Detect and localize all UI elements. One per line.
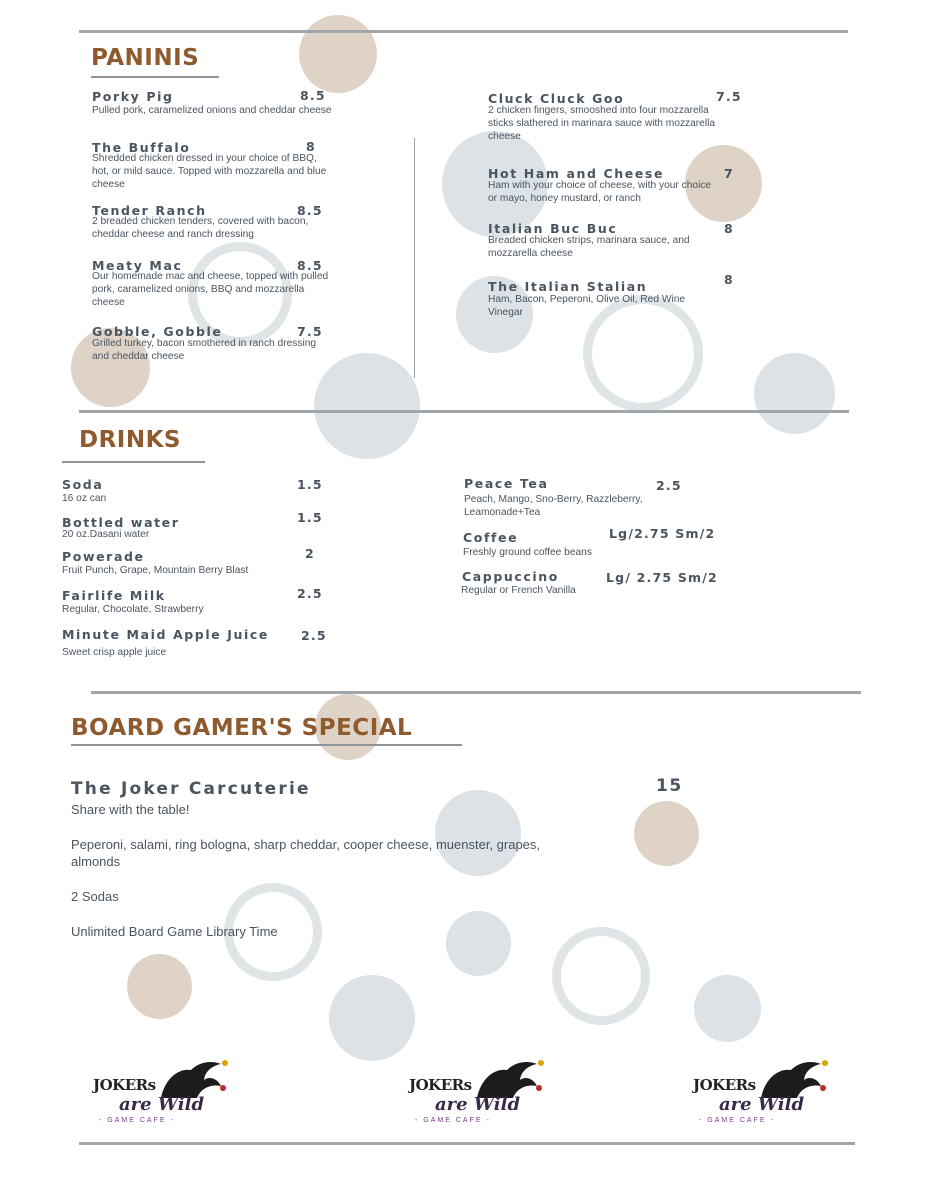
drinks-title-underline	[62, 461, 205, 463]
item-name: Minute Maid Apple Juice	[62, 627, 269, 642]
decor-circle	[299, 15, 377, 93]
item-name: Hot Ham and Cheese	[488, 166, 665, 181]
item-name: Cluck Cluck Goo	[488, 91, 625, 106]
item-price: 1.5	[297, 510, 323, 525]
decor-circle	[446, 911, 511, 976]
logo-text-jokers: JOKERs	[409, 1076, 472, 1094]
special-item-name: The Joker Carcuterie	[71, 779, 311, 799]
special-title-underline	[71, 744, 462, 746]
jokers-logo	[405, 1058, 555, 1128]
item-name: Tender Ranch	[92, 203, 207, 218]
decor-circle	[314, 353, 420, 459]
item-description: Sweet crisp apple juice	[62, 647, 167, 658]
item-price: 8.5	[300, 88, 326, 103]
item-price: 7.5	[716, 89, 742, 104]
item-name: Soda	[62, 477, 104, 492]
item-description: 20 oz.Dasani water	[62, 529, 150, 540]
item-description: Shredded chicken dressed in your choice of BBQ, hot, or mild sauce. Topped with mozzarella and blue cheese	[92, 153, 327, 190]
item-description: Ham with your choice of cheese, with your choice or mayo, honey mustard, or ranch	[488, 180, 712, 204]
item-name: Meaty Mac	[92, 258, 183, 273]
logo-text-are-wild: are Wild	[719, 1094, 805, 1115]
item-price: 8	[724, 221, 734, 236]
item-description: Regular or French Vanilla	[461, 585, 576, 596]
special-library-time: Unlimited Board Game Library Time	[71, 924, 278, 939]
item-price: Lg/2.75 Sm/2	[609, 526, 716, 541]
decor-circle	[694, 975, 761, 1042]
paninis-title: PANINIS	[91, 45, 200, 71]
item-price: Lg/ 2.75 Sm/2	[606, 570, 718, 585]
decor-circle	[754, 353, 835, 434]
drinks-bottom-rule	[91, 691, 861, 694]
item-price: 8	[306, 139, 316, 154]
item-price: 8.5	[297, 203, 323, 218]
item-price: 7.5	[297, 324, 323, 339]
item-name: Peace Tea	[464, 476, 549, 491]
logo-text-jokers: JOKERs	[93, 1076, 156, 1094]
special-sodas: 2 Sodas	[71, 889, 119, 904]
item-description: Regular, Chocolate, Strawberry	[62, 604, 204, 615]
item-price: 2.5	[656, 478, 682, 493]
item-name: The Italian Stalian	[488, 279, 648, 294]
item-description: 2 breaded chicken tenders, covered with bacon, cheddar cheese and ranch dressing	[92, 216, 309, 240]
item-price: 8.5	[297, 258, 323, 273]
item-name: Powerade	[62, 549, 145, 564]
item-description: Our homemade mac and cheese, topped with pulled pork, caramelized onions, BBQ and mozzarella cheese	[92, 271, 329, 308]
logo-text-game-cafe: - GAME CAFE -	[99, 1117, 175, 1124]
item-name: Italian Buc Buc	[488, 221, 618, 236]
decor-circle	[634, 801, 699, 866]
item-description: 2 chicken fingers, smooshed into four mozzarella sticks slathered in marinara sauce with mozzarella cheese	[488, 105, 716, 142]
item-price: 2	[305, 546, 315, 561]
item-description: 16 oz can	[62, 493, 107, 504]
item-price: 8	[724, 272, 734, 287]
item-description: Fruit Punch, Grape, Mountain Berry Blast	[62, 565, 249, 576]
item-description: Grilled turkey, bacon smothered in ranch dressing and cheddar cheese	[92, 338, 317, 362]
item-name: Porky Pig	[92, 89, 174, 104]
bottom-rule	[79, 1142, 855, 1145]
logo-text-jokers: JOKERs	[693, 1076, 756, 1094]
special-title: BOARD GAMER'S SPECIAL	[71, 715, 413, 741]
item-price: 2.5	[301, 628, 327, 643]
item-name: Gobble, Gobble	[92, 324, 223, 339]
paninis-bottom-rule	[79, 410, 849, 413]
decor-circle	[329, 975, 415, 1061]
item-price: 2.5	[297, 586, 323, 601]
item-name: Bottled water	[62, 515, 180, 530]
item-description: Breaded chicken strips, marinara sauce, and mozzarella cheese	[488, 235, 690, 259]
paninis-column-divider	[414, 138, 415, 378]
item-name: Coffee	[463, 530, 519, 545]
special-item-price: 15	[656, 776, 683, 796]
special-tagline: Share with the table!	[71, 802, 190, 817]
decor-circle	[127, 954, 192, 1019]
paninis-title-underline	[91, 76, 219, 78]
item-name: The Buffalo	[92, 140, 191, 155]
jokers-logo	[89, 1058, 239, 1128]
decor-ring	[552, 927, 650, 1025]
item-description: Freshly ground coffee beans	[463, 547, 592, 558]
logo-text-are-wild: are Wild	[119, 1094, 205, 1115]
item-description: Pulled pork, caramelized onions and cheddar cheese	[92, 105, 332, 116]
logo-text-are-wild: are Wild	[435, 1094, 521, 1115]
top-rule	[79, 30, 848, 33]
item-price: 7	[724, 166, 734, 181]
item-name: Cappuccino	[462, 569, 559, 584]
item-name: Fairlife Milk	[62, 588, 166, 603]
item-price: 1.5	[297, 477, 323, 492]
logo-text-game-cafe: - GAME CAFE -	[415, 1117, 491, 1124]
drinks-title: DRINKS	[79, 427, 181, 453]
logo-text-game-cafe: - GAME CAFE -	[699, 1117, 775, 1124]
item-description: Peach, Mango, Sno-Berry, Razzleberry, Leamonade+Tea	[464, 494, 643, 518]
jokers-logo	[689, 1058, 839, 1128]
special-contents: Peperoni, salami, ring bologna, sharp cheddar, cooper cheese, muenster, grapes, almonds	[71, 837, 541, 869]
item-description: Ham, Bacon, Peperoni, Olive Oil, Red Wine Vinegar	[488, 294, 686, 318]
